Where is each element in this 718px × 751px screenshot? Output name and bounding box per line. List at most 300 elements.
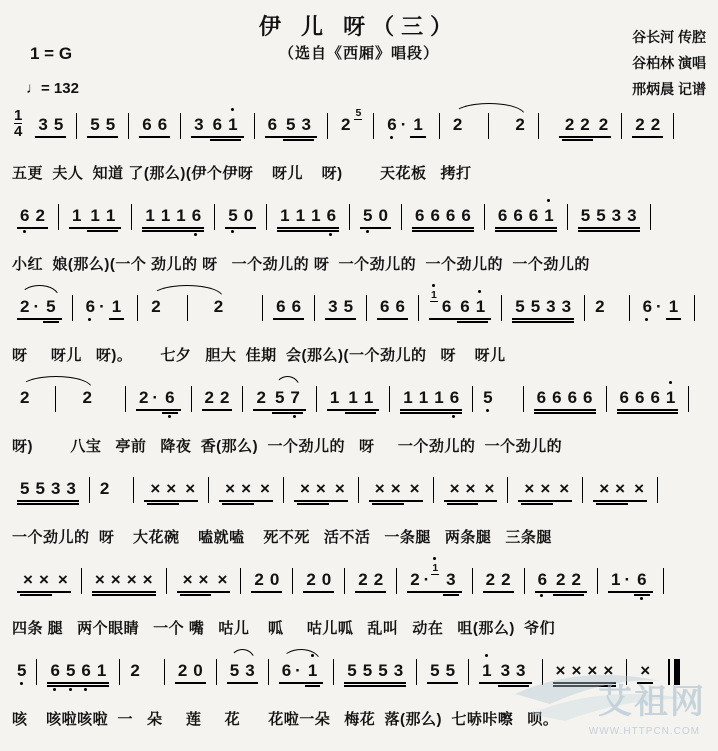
note	[275, 387, 284, 409]
note-glyph: 6	[583, 388, 593, 407]
note-glyph: ×	[540, 479, 551, 498]
note	[387, 114, 396, 136]
note-glyph: 6	[637, 570, 647, 589]
beam-group	[533, 387, 597, 409]
barline	[542, 659, 543, 685]
percussion-note	[150, 478, 160, 500]
note-glyph: ·	[423, 570, 430, 589]
percussion-note	[241, 478, 251, 500]
note-glyph: 2	[20, 388, 30, 407]
note-glyph: 6	[441, 297, 452, 316]
barline	[358, 477, 359, 503]
beam-group	[16, 205, 49, 227]
beam-line	[210, 139, 241, 141]
beam-group	[511, 296, 575, 318]
spacer	[32, 387, 48, 388]
percussion-note	[217, 569, 227, 591]
barline	[327, 113, 328, 139]
percussion-note	[95, 569, 105, 591]
note	[430, 205, 439, 227]
beam-group	[426, 660, 459, 682]
note	[90, 114, 99, 136]
note	[35, 478, 44, 500]
octave-dot-low	[168, 415, 171, 418]
system	[10, 478, 716, 569]
percussion-note	[556, 660, 566, 682]
note-glyph: 3	[38, 115, 48, 134]
spacer	[496, 387, 516, 388]
beam-group	[376, 296, 409, 318]
note	[205, 387, 214, 409]
note-glyph: 3	[611, 206, 622, 225]
note-glyph: ×	[634, 479, 645, 498]
percussion-note	[260, 478, 270, 500]
note-glyph: 2	[306, 570, 316, 589]
note-glyph: 1	[363, 388, 374, 407]
beam-line	[43, 321, 58, 323]
beam-group	[607, 569, 654, 591]
watermark-site-text: WWW.HTTPCN.COM	[588, 726, 700, 737]
note	[643, 296, 652, 318]
note-glyph: 5	[229, 661, 240, 680]
note-glyph: 1	[111, 297, 122, 316]
note	[637, 569, 646, 591]
note-glyph: 0	[269, 570, 280, 589]
note-glyph: ×	[334, 479, 345, 498]
beam-group	[209, 114, 242, 136]
note-glyph: 1	[418, 388, 429, 407]
note-glyph: 2	[358, 570, 368, 589]
note-glyph: ×	[217, 570, 228, 589]
beam-line	[222, 503, 254, 505]
beam-group	[665, 296, 682, 318]
percussion-note	[540, 478, 550, 500]
note	[434, 387, 443, 409]
barline	[626, 659, 627, 685]
note-glyph: 5	[105, 115, 116, 134]
augmentation-dot	[295, 660, 301, 682]
note-glyph: 6	[291, 297, 302, 316]
note	[66, 478, 75, 500]
beam-group	[108, 296, 125, 318]
lyrics-line: 呀) 八宝 亭前 降夜 香(那么) 一个劲儿的 呀 一个劲儿的 一个劲儿的	[12, 438, 563, 455]
note	[142, 114, 151, 136]
note	[364, 387, 373, 409]
note	[90, 205, 99, 227]
beam-group	[534, 569, 588, 591]
barline	[523, 386, 524, 412]
beam-line	[553, 685, 617, 687]
barline	[283, 477, 284, 503]
beam-line	[283, 139, 314, 141]
beam-group	[174, 660, 207, 682]
note-glyph: ×	[484, 479, 495, 498]
beam-line	[142, 227, 204, 229]
beam-group	[552, 660, 618, 682]
note-glyph: 2	[571, 570, 581, 589]
beam-line	[191, 136, 243, 138]
note-glyph: 6	[513, 206, 523, 225]
beam-group	[293, 478, 349, 500]
beam-line	[17, 227, 48, 229]
note	[139, 387, 148, 409]
note-glyph: 5	[228, 206, 238, 225]
beam-group	[302, 569, 335, 591]
barline	[373, 113, 374, 139]
barline	[524, 568, 525, 594]
beam-line	[136, 409, 181, 411]
beam-group	[371, 478, 405, 500]
octave-dot-low	[69, 688, 72, 691]
beam-line	[593, 500, 647, 502]
note-glyph: ·	[152, 388, 159, 407]
barline	[125, 386, 126, 412]
note-glyph: ×	[449, 479, 460, 498]
beam-group	[478, 660, 532, 682]
note-glyph: 2	[213, 297, 224, 316]
note-glyph: 6	[380, 297, 390, 316]
beam-line	[553, 682, 617, 684]
note-glyph: 6	[552, 388, 562, 407]
note-glyph: 3	[561, 297, 572, 316]
beam-line	[344, 682, 406, 684]
beam-line	[369, 500, 423, 502]
beam-line	[177, 591, 231, 593]
octave-dot-high	[432, 284, 435, 287]
note	[442, 296, 451, 318]
note-glyph: 2	[204, 388, 215, 407]
octave-dot-low	[390, 136, 393, 139]
note-glyph: 3	[393, 661, 404, 680]
note-glyph: 1	[432, 562, 439, 574]
note-glyph: 5	[515, 297, 525, 316]
percussion-note	[410, 478, 420, 500]
note	[54, 114, 63, 136]
note-glyph: ×	[198, 570, 209, 589]
note	[330, 387, 339, 409]
note-glyph: 5	[90, 115, 100, 134]
beam-group	[428, 289, 492, 318]
beam-line	[327, 409, 379, 411]
beam-line	[92, 594, 156, 596]
note	[531, 296, 540, 318]
beam-line	[518, 500, 572, 502]
note-glyph: ×	[559, 479, 570, 498]
note-glyph: 1	[311, 206, 321, 225]
note-glyph: ×	[260, 479, 270, 498]
barline	[433, 477, 434, 503]
note	[612, 205, 621, 227]
beam-line	[443, 594, 458, 596]
beam-line	[634, 594, 649, 596]
beam-group	[282, 114, 315, 136]
percussion-note	[587, 660, 597, 682]
note	[374, 569, 383, 591]
note-glyph: 6	[85, 297, 96, 316]
note-glyph: 1	[307, 661, 318, 680]
note	[97, 660, 106, 682]
note-glyph: 5	[35, 479, 45, 498]
beam-line	[521, 503, 553, 505]
barline	[128, 113, 129, 139]
note-glyph: ×	[599, 479, 610, 498]
beam-group	[443, 478, 499, 500]
barline	[242, 386, 243, 412]
lyrics-line: 一个劲儿的 呀 大花碗 嗑就嗑 死不死 活不活 一条腿 两条腿 三条腿	[12, 529, 552, 546]
barline	[214, 204, 215, 230]
percussion-note	[185, 478, 195, 500]
barline	[240, 568, 241, 594]
note-glyph: 6	[650, 388, 660, 407]
note	[568, 387, 577, 409]
octave-dot-low	[88, 318, 91, 321]
beam-line	[277, 227, 339, 229]
octave-dot-low	[486, 409, 489, 412]
note	[403, 387, 412, 409]
beam-line	[87, 136, 118, 138]
note	[515, 296, 524, 318]
note-glyph: 5	[343, 297, 354, 316]
note-glyph: 2	[515, 115, 525, 134]
barline	[416, 659, 417, 685]
note-glyph: ×	[57, 570, 68, 589]
note-glyph: 1	[430, 289, 437, 301]
barline	[254, 113, 255, 139]
note	[572, 569, 581, 591]
octave-dot-low	[540, 594, 543, 597]
note-glyph: 5	[530, 297, 541, 316]
beam-group	[272, 296, 305, 318]
slur-group	[278, 660, 325, 682]
note	[276, 296, 285, 318]
note	[476, 296, 485, 318]
note	[666, 387, 675, 409]
barline	[72, 295, 73, 321]
beam-line	[377, 318, 408, 320]
barline	[58, 204, 59, 230]
note-glyph: 6	[50, 661, 60, 680]
note-glyph: 0	[378, 206, 388, 225]
note-glyph: 2	[580, 115, 590, 134]
beam-line	[17, 503, 79, 505]
percussion-note	[450, 478, 460, 500]
note-glyph: 6	[536, 388, 547, 407]
note-glyph: 5	[65, 661, 76, 680]
barline	[663, 568, 664, 594]
barline	[366, 295, 367, 321]
note-glyph: ×	[225, 479, 236, 498]
octave-dot-high	[231, 108, 234, 111]
beam-line	[17, 591, 71, 593]
note	[151, 296, 160, 318]
beam-group	[636, 660, 654, 682]
beam-line	[632, 136, 663, 138]
note-glyph: ×	[587, 661, 598, 680]
beam-group	[252, 387, 306, 409]
note	[501, 569, 510, 591]
spacer	[195, 296, 211, 297]
percussion-note	[559, 478, 569, 500]
notes-line	[10, 562, 716, 615]
note-glyph: 2	[373, 570, 384, 589]
beam-group	[218, 478, 274, 500]
note	[650, 387, 659, 409]
note	[595, 296, 604, 318]
note-glyph: 1	[348, 388, 358, 407]
slur-group	[16, 296, 63, 318]
note-glyph: 3	[500, 661, 511, 680]
barline	[418, 295, 419, 321]
note	[347, 660, 356, 682]
barline	[316, 386, 317, 412]
note	[20, 387, 29, 409]
beam-group	[91, 569, 157, 591]
note-glyph: 2	[598, 115, 609, 134]
spacer	[164, 296, 180, 297]
grace-note	[430, 289, 438, 301]
beam-group	[344, 387, 377, 409]
beam-group	[520, 478, 554, 500]
note-glyph: 6	[460, 297, 470, 316]
note	[50, 660, 59, 682]
beam-line	[495, 230, 557, 232]
note-glyph: 5	[20, 479, 30, 498]
note-glyph: 2	[35, 206, 45, 225]
barline	[76, 113, 77, 139]
note-glyph: ×	[38, 570, 49, 589]
note-glyph: 5	[46, 297, 56, 316]
note-glyph: 1	[329, 388, 340, 407]
note	[20, 296, 29, 318]
beam-group	[406, 562, 462, 591]
spacer	[112, 478, 126, 479]
note	[51, 478, 60, 500]
note	[106, 205, 115, 227]
barline	[268, 659, 269, 685]
lyrics-line: 小红 娘(那么)(一个 劲儿的 呀 一个劲儿的 呀 一个劲儿的 一个劲儿的 一个劲儿的	[12, 256, 590, 273]
time-signature-numerator: 1	[14, 107, 23, 124]
beam-group	[639, 296, 686, 318]
note-glyph: 2	[595, 297, 605, 316]
note-glyph: 6	[395, 297, 405, 316]
note-glyph: ×	[315, 479, 326, 498]
beam-line	[578, 230, 640, 232]
note-glyph: ×	[524, 479, 535, 498]
note-glyph: 1	[105, 206, 116, 225]
percussion-note	[615, 478, 625, 500]
note	[270, 569, 279, 591]
note-glyph: 2	[254, 570, 264, 589]
barline	[567, 204, 568, 230]
beam-line	[412, 227, 474, 229]
note-glyph: 3	[627, 206, 637, 225]
note	[161, 205, 170, 227]
lyrics-line: 呀 呀儿 呀)。 七夕 胆大 佳期 会(那么)(一个劲儿的 呀 呀儿	[12, 347, 506, 364]
note-glyph: 5	[362, 661, 373, 680]
note	[529, 205, 538, 227]
note-glyph: ×	[555, 661, 566, 680]
beam-line	[534, 409, 596, 411]
note-glyph: 1	[434, 388, 444, 407]
beam-line	[279, 682, 324, 684]
octave-dot-low	[640, 597, 643, 600]
note-glyph: 6	[528, 206, 539, 225]
note-glyph: 3	[245, 661, 255, 680]
percussion-note	[484, 478, 494, 500]
octave-dot-high	[311, 654, 314, 657]
note-glyph: 1	[544, 206, 554, 225]
note	[516, 660, 525, 682]
note	[415, 205, 424, 227]
beam-line	[534, 412, 596, 414]
note	[546, 296, 555, 318]
beam-line	[666, 318, 681, 320]
notes-line	[10, 478, 716, 524]
beam-group	[383, 114, 430, 136]
octave-dot-low	[84, 688, 87, 691]
note-glyph: ×	[150, 479, 161, 498]
beam-line	[162, 412, 177, 414]
note-glyph: 2	[99, 479, 110, 498]
note-glyph: 6	[449, 388, 460, 407]
note-glyph: 6	[387, 115, 397, 134]
percussion-note	[634, 478, 644, 500]
note-glyph: 6	[20, 206, 30, 225]
note	[538, 569, 547, 591]
note	[620, 387, 629, 409]
key-signature: 1 = G	[30, 44, 73, 63]
note-glyph: 0	[243, 206, 254, 225]
note-glyph: 6	[430, 206, 440, 225]
note	[537, 387, 546, 409]
note-glyph: 0	[193, 661, 203, 680]
barline	[606, 386, 607, 412]
beam-group	[16, 478, 80, 500]
barline	[344, 568, 345, 594]
percussion-note	[225, 478, 235, 500]
note-glyph: 2	[485, 570, 496, 589]
system	[10, 660, 716, 751]
note	[410, 569, 419, 591]
barline	[501, 295, 502, 321]
barline	[208, 477, 209, 503]
note-glyph: ·	[400, 115, 407, 134]
barline	[187, 295, 188, 321]
time-signature	[14, 108, 22, 139]
beam-line	[344, 685, 406, 687]
augmentation-dot	[152, 387, 158, 409]
note	[256, 387, 265, 409]
note-glyph: ×	[110, 570, 121, 589]
note-glyph: 3	[328, 297, 338, 316]
note-glyph: 1	[403, 388, 413, 407]
beam-line	[273, 318, 304, 320]
note-glyph: 3	[446, 570, 456, 589]
note-glyph: ×	[603, 661, 614, 680]
spacer	[98, 387, 118, 388]
beam-line	[479, 682, 531, 684]
augmentation-dot	[624, 569, 630, 591]
note-glyph: ×	[126, 570, 137, 589]
barline	[597, 568, 598, 594]
note	[461, 205, 470, 227]
beam-line	[109, 318, 124, 320]
barline	[688, 386, 689, 412]
beam-line	[305, 685, 320, 687]
note	[627, 205, 636, 227]
note-glyph: 3	[516, 661, 526, 680]
note-glyph: 1	[610, 570, 621, 589]
